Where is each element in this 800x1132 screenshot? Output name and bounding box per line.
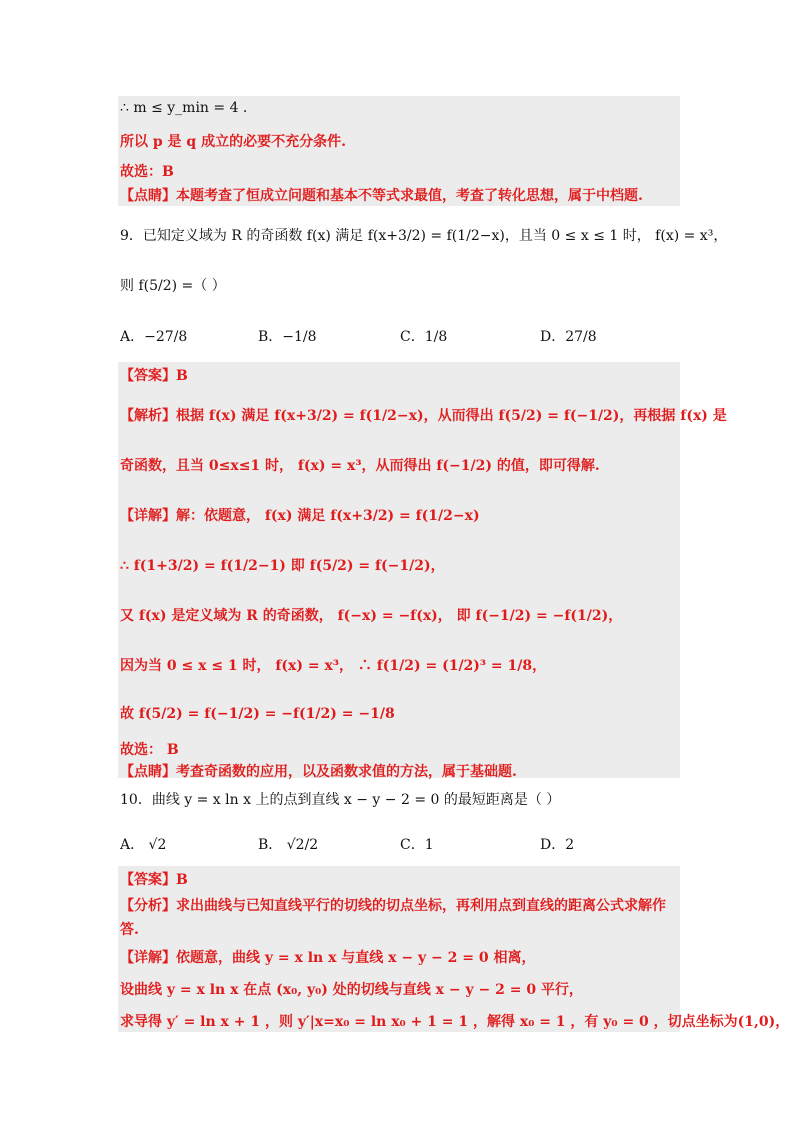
q9-detail-line2: ∴ f(1+3/2) = f(1/2−1) 即 f(5/2) = f(−1/2)，	[120, 558, 445, 574]
q10-detail-line1: 【详解】依题意，曲线 y = x ln x 与直线 x − y − 2 = 0 相离，	[120, 950, 536, 966]
q9-detail-line4: 因为当 0 ≤ x ≤ 1 时， f(x) = x³， ∴ f(1/2) = (1/2)³ = 1/8，	[120, 658, 547, 674]
q10-detail-line3: 求导得 y′ = ln x + 1 ，则 y′|x=x₀ = ln x₀ + 1 = 1 ，解得 x₀ = 1 ，有 y₀ = 0 ，切点坐标为(1,0)，	[120, 1014, 790, 1030]
q9-stem-line2: 则 f(5/2) =（ ）	[120, 278, 226, 294]
q10-option-c[interactable]: C．1	[400, 837, 434, 853]
q10-option-d[interactable]: D．2	[540, 837, 575, 853]
q9-option-a[interactable]: A．−27/8	[120, 329, 188, 345]
q8-conclusion-line: ∴ m ≤ y_min = 4 .	[120, 100, 248, 116]
q10-detail-line2: 设曲线 y = x ln x 在点 (x₀, y₀) 处的切线与直线 x − y − 2 = 0 平行，	[120, 982, 583, 998]
q10-analysis-line1: 【分析】求出曲线与已知直线平行的切线的切点坐标，再利用点到直线的距离公式求解作	[120, 898, 666, 914]
q10-answer: 【答案】B	[120, 872, 188, 888]
q10-analysis-line2: 答.	[120, 922, 139, 938]
q10-option-a[interactable]: A． √2	[120, 837, 167, 853]
q9-detail-line1: 【详解】解：依题意， f(x) 满足 f(x+3/2) = f(1/2−x)	[120, 508, 480, 524]
q8-comment: 【点睛】本题考查了恒成立问题和基本不等式求最值，考查了转化思想，属于中档题.	[120, 188, 643, 204]
q9-option-c[interactable]: C．1/8	[400, 329, 448, 345]
q8-condition-statement: 所以 p 是 q 成立的必要不充分条件.	[120, 134, 346, 150]
q9-answer: 【答案】B	[120, 368, 188, 384]
q9-detail-line5: 故 f(5/2) = f(−1/2) = −f(1/2) = −1/8	[120, 706, 395, 722]
q10-stem: 10．曲线 y = x ln x 上的点到直线 x − y − 2 = 0 的最短距离是（ ）	[120, 792, 561, 808]
q10-option-b[interactable]: B． √2/2	[258, 837, 319, 853]
q9-comment: 【点睛】考查奇函数的应用，以及函数求值的方法，属于基础题.	[120, 764, 517, 780]
q9-stem-line1: 9．已知定义域为 R 的奇函数 f(x) 满足 f(x+3/2) = f(1/2−x)，且当 0 ≤ x ≤ 1 时， f(x) = x³，	[120, 228, 728, 244]
q9-option-d[interactable]: D．27/8	[540, 329, 597, 345]
q8-choice: 故选：B	[120, 164, 174, 180]
q9-analysis-line1: 【解析】根据 f(x) 满足 f(x+3/2) = f(1/2−x)，从而得出 f(5/2) = f(−1/2)，再根据 f(x) 是	[120, 408, 727, 424]
q9-detail-line3: 又 f(x) 是定义域为 R 的奇函数， f(−x) = −f(x)， 即 f(−1/2) = −f(1/2)，	[120, 608, 623, 624]
q9-choice: 故选： B	[120, 742, 179, 758]
q9-analysis-line2: 奇函数，且当 0≤x≤1 时， f(x) = x³，从而得出 f(−1/2) 的值，即可得解.	[120, 458, 600, 474]
q9-option-b[interactable]: B．−1/8	[258, 329, 317, 345]
